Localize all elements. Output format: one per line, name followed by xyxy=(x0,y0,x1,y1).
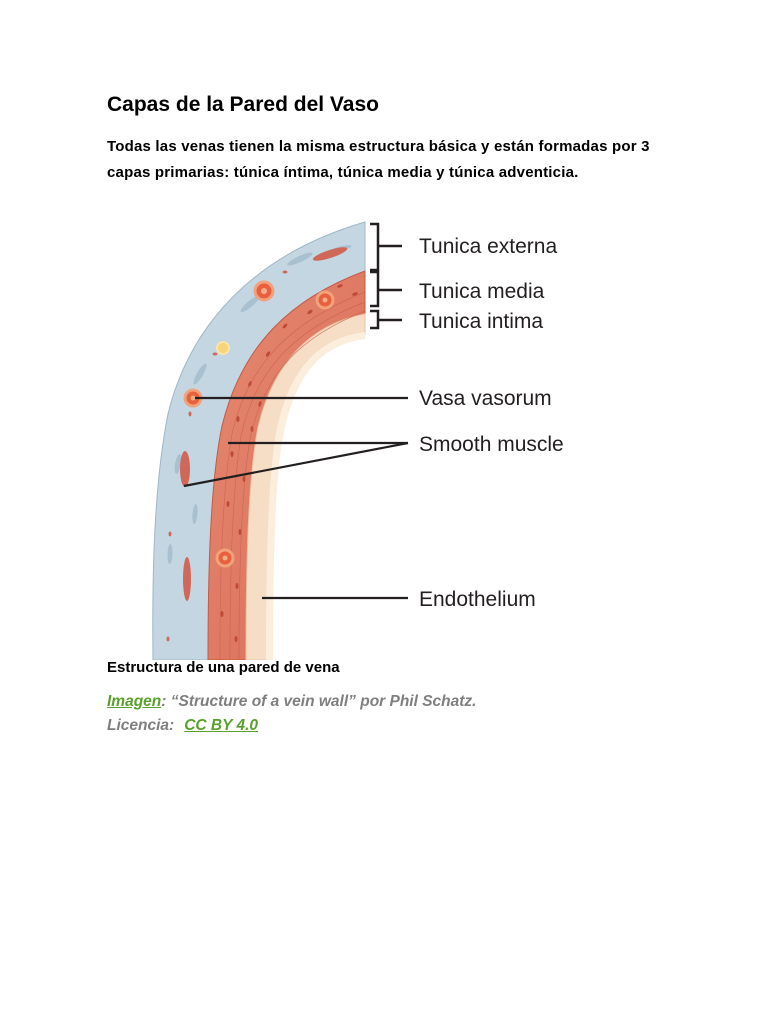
page-title: Capas de la Pared del Vaso xyxy=(107,93,379,116)
image-credit-text: : “Structure of a vein wall” por Phil Schatz. xyxy=(161,693,477,710)
vein-wall-diagram xyxy=(140,214,600,660)
figure-caption: Estructura de una pared de vena xyxy=(107,659,340,676)
layer-brackets xyxy=(370,224,402,328)
license-link[interactable]: CC BY 4.0 xyxy=(184,717,259,734)
intro-paragraph: Todas las venas tienen la misma estructura básica y están formadas por 3 capas primarias: túnica íntima, túnica media y túnica adventicia. xyxy=(107,138,650,181)
label-endothelium: Endothelium xyxy=(419,588,536,611)
vessel-wall xyxy=(153,222,365,660)
label-tunica-media: Tunica media xyxy=(419,280,545,303)
label-smooth-muscle: Smooth muscle xyxy=(419,433,564,456)
label-vasa-vasorum: Vasa vasorum xyxy=(419,387,552,410)
image-source-link[interactable]: Imagen xyxy=(107,693,162,710)
label-tunica-externa: Tunica externa xyxy=(419,235,558,258)
label-tunica-intima: Tunica intima xyxy=(419,310,544,333)
vein-wall-figure xyxy=(140,214,600,660)
license-label: Licencia: xyxy=(107,717,175,734)
image-credit xyxy=(107,690,477,738)
